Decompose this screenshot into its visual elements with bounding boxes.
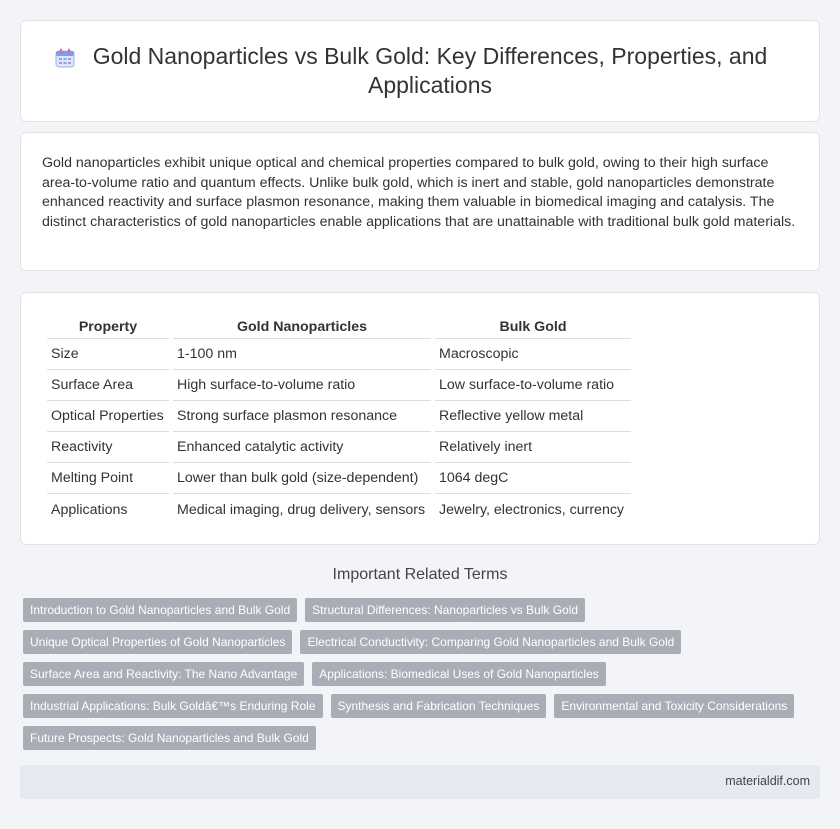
related-terms-list (23, 598, 803, 758)
related-term-tag[interactable]: Structural Differences: Nanoparticles vs Bulk Gold (305, 598, 585, 622)
header-card (20, 20, 820, 122)
table-header-row (47, 315, 631, 339)
tag-row (23, 630, 803, 654)
related-term-tag[interactable]: Surface Area and Reactivity: The Nano Advantage (23, 662, 304, 686)
table-cell: 1064 degC (435, 463, 631, 494)
comparison-table-card (20, 292, 820, 545)
table-row (47, 401, 631, 432)
table-cell: Reactivity (47, 432, 169, 463)
header-bulk-gold: Bulk Gold (435, 315, 631, 339)
related-term-tag[interactable]: Applications: Biomedical Uses of Gold Nanoparticles (312, 662, 605, 686)
table-cell: Medical imaging, drug delivery, sensors (177, 501, 426, 518)
header-property: Property (47, 315, 169, 339)
table-cell: 1-100 nm (173, 339, 431, 370)
table-cell: Relatively inert (435, 432, 631, 463)
intro-paragraph: Gold nanoparticles exhibit unique optical and chemical properties compared to bulk gold, owing to their high surface area-to-volume ratio and quantum effects. Unlike bulk gold, which is inert and stable, gold nanoparticles demonstrate enhanced reactivity and surface plasmon resonance, making them valuable in biomedical imaging and catalysis. The distinct characteristics of gold nanoparticles enable applications that are unattainable with traditional bulk gold materials. (42, 155, 796, 230)
related-term-tag[interactable]: Environmental and Toxicity Considerations (554, 694, 794, 718)
table-row (47, 432, 631, 463)
comparison-table (43, 315, 635, 525)
table-row (47, 339, 631, 370)
table-cell: High surface-to-volume ratio (173, 370, 431, 401)
table-row (47, 463, 631, 494)
page-title: Gold Nanoparticles vs Bulk Gold: Key Differences, Properties, and Applications (92, 43, 768, 98)
footer (20, 765, 820, 799)
tag-row (23, 662, 803, 686)
related-term-tag[interactable]: Introduction to Gold Nanoparticles and Bulk Gold (23, 598, 297, 622)
table-cell: Low surface-to-volume ratio (435, 370, 631, 401)
table-cell: Applications (51, 501, 128, 518)
related-term-tag[interactable]: Synthesis and Fabrication Techniques (331, 694, 547, 718)
tag-row (23, 726, 803, 750)
related-term-tag[interactable]: Electrical Conductivity: Comparing Gold Nanoparticles and Bulk Gold (300, 630, 681, 654)
header-gold-nanoparticles: Gold Nanoparticles (173, 315, 431, 339)
table-cell: Reflective yellow metal (435, 401, 631, 432)
related-term-tag[interactable]: Industrial Applications: Bulk Goldâ€™s Enduring Role (23, 694, 323, 718)
table-cell: Size (47, 339, 169, 370)
footer-site-link[interactable]: materialdif.com (725, 774, 810, 788)
table-cell: Enhanced catalytic activity (173, 432, 431, 463)
related-term-tag[interactable]: Unique Optical Properties of Gold Nanoparticles (23, 630, 292, 654)
table-row (47, 494, 631, 525)
table-cell: Strong surface plasmon resonance (173, 401, 431, 432)
table-cell: Macroscopic (435, 339, 631, 370)
tag-row (23, 694, 803, 718)
intro-card (20, 132, 820, 271)
tag-row (23, 598, 803, 622)
table-cell: Jewelry, electronics, currency (439, 501, 625, 518)
table-cell: Lower than bulk gold (size-dependent) (173, 463, 431, 494)
related-term-tag[interactable]: Future Prospects: Gold Nanoparticles and Bulk Gold (23, 726, 316, 750)
table-cell: Surface Area (47, 370, 169, 401)
table-row (47, 370, 631, 401)
table-cell: Melting Point (47, 463, 169, 494)
related-terms-heading: Important Related Terms (332, 566, 508, 583)
table-cell: Optical Properties (47, 401, 169, 432)
